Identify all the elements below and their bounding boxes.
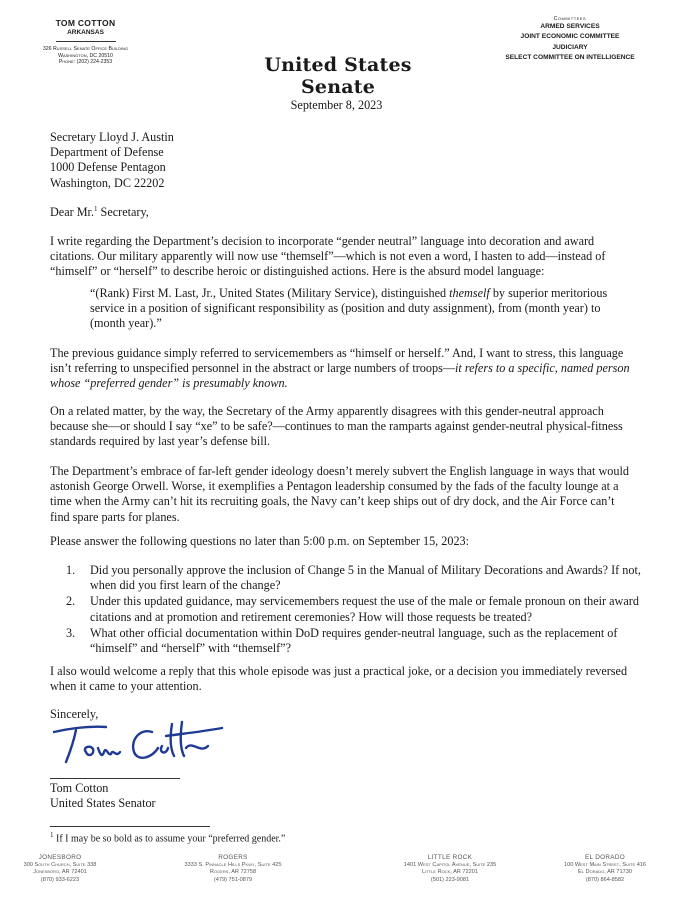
committee-item: ARMED SERVICES <box>540 23 600 30</box>
quote-text: by superior meritorious service in a position of significant responsibility as (position and duty assignment), from (month year) to (month year).” <box>90 286 608 331</box>
office-line: (479) 751-0879 <box>213 876 253 883</box>
office-little-rock <box>380 854 520 884</box>
salutation <box>50 202 630 220</box>
office-line: 100 West Main Street, Suite 416 <box>563 861 647 868</box>
salutation-text: Secretary, <box>97 205 149 220</box>
footnote-marker: 1 <box>94 205 98 213</box>
office-city: EL DORADO <box>584 854 626 861</box>
recipient-line: Secretary Lloyd J. Austin <box>50 130 174 144</box>
committees-heading: Committees <box>553 16 587 22</box>
question-number: 1. <box>66 563 76 577</box>
closing: Sincerely, <box>50 707 99 721</box>
list-item <box>66 594 646 624</box>
letterhead-senator-block <box>18 18 153 66</box>
paragraph-2 <box>50 346 630 392</box>
paragraph-1: I write regarding the Department’s decision to incorporate “gender neutral” language into decoration and award citations. Our military apparently will now use “themself”—which is not even a word, I hasten to add—instead of “himself” or “herself” to describe heroic or distinguished actions. Here is the absurd model language: <box>50 234 606 279</box>
committee-item: JOINT ECONOMIC COMMITTEE <box>520 33 620 41</box>
senator-state: ARKANSAS <box>67 29 104 36</box>
paragraph-text: The previous guidance simply referred to servicemembers as “himself or herself.” And, I want to stress, this language isn’t referring to unspecified personnel in the abstract or large numbers of troops— <box>50 346 624 376</box>
question-number: 3. <box>66 625 76 640</box>
footnote-number: 1 <box>50 831 54 839</box>
office-city: ROGERS <box>218 854 248 861</box>
recipient-line: 1000 Defense Pentagon <box>50 160 166 175</box>
model-language-quote <box>90 286 635 332</box>
question-text: Did you personally approve the inclusion of Change 5 in the Manual of Military Decorations and Awards? If not, when did you first learn of the change? <box>90 563 641 593</box>
committees-block <box>470 16 670 64</box>
office-line: 3333 S. Pinnacle Hills Pkwy, Suite 425 <box>184 861 282 868</box>
signature-rule <box>50 778 180 779</box>
quote-text: “(Rank) First M. Last, Jr., United States (Military Service), distinguished <box>90 286 450 300</box>
office-line: 300 South Church, Suite 338 <box>23 861 97 868</box>
recipient-line: Washington, DC 22202 <box>50 175 165 190</box>
question-text: Under this updated guidance, may servicemembers request the use of the male or female pronoun on their award citations and at promotion and retirement ceremonies? How will those requests be treated? <box>90 594 639 624</box>
signer-title: United States Senator <box>50 796 156 811</box>
salutation-text: Dear Mr. <box>50 205 94 220</box>
recipient-line: Department of Defense <box>50 145 164 160</box>
letter-date: September 8, 2023 <box>290 98 383 112</box>
office-el-dorado <box>540 854 670 884</box>
office-line: (501) 223-9081 <box>430 876 470 883</box>
office-city: JONESBORO <box>38 854 82 861</box>
letterhead-divider <box>56 41 116 42</box>
questions-list <box>66 563 646 657</box>
question-text: What other official documentation within DoD requires gender-neutral language, such as the replacement of “himself” and “herself” with “themself”? <box>90 625 618 656</box>
footnote-rule <box>50 826 210 827</box>
signature-image <box>50 718 230 768</box>
office-line: El Dorado, AR 71730 <box>578 869 632 876</box>
office-line: Rogers, AR 72758 <box>209 869 257 876</box>
office-phone: Phone: (202) 224-2353 <box>58 59 113 66</box>
recipient-address <box>50 130 630 191</box>
signer-block <box>50 781 156 811</box>
paragraph-5: Please answer the following questions no later than 5:00 p.m. on September 15, 2023: <box>50 534 470 548</box>
office-city: LITTLE ROCK <box>427 854 473 861</box>
paragraph-6: I also would welcome a reply that this whole episode was just a practical joke, or a decision you immediately reversed when it came to your attention. <box>50 664 628 694</box>
office-footer <box>0 854 673 900</box>
office-line: Little Rock, AR 72201 <box>422 869 478 876</box>
footnote-text: If I may be so bold as to assume your “preferred gender.” <box>53 833 286 845</box>
committee-item: JUDICIARY <box>552 43 588 51</box>
office-jonesboro <box>0 854 120 884</box>
paragraph-3: On a related matter, by the way, the Secretary of the Army apparently disagrees with this gender-neutral approach because she—or should I say “xe” to be safe?—continues to man the ramparts against gender-neutral physical-fitness standards required by last year’s defense bill. <box>50 404 623 449</box>
list-item <box>66 563 646 593</box>
office-line: 1401 West Capitol Avenue, Suite 235 <box>403 861 497 868</box>
office-address-line: 326 Russell Senate Office Building <box>42 46 129 52</box>
committee-item: SELECT COMMITTEE ON INTELLIGENCE <box>505 54 635 62</box>
quote-emphasis: themself <box>449 286 490 300</box>
senate-wordmark: United States Senate <box>264 54 412 98</box>
paragraph-4: The Department’s embrace of far-left gender ideology doesn’t merely subvert the English language in ways that would astonish George Orwell. Worse, it exemplifies a Pentagon leadership consumed by the fads of the faculty lounge at a time when the Army can’t hit its recruiting goals, the Navy can’t keep ships out of dry dock, and the Air Force can’t find spare parts for planes. <box>50 464 629 524</box>
senator-name: TOM COTTON <box>55 18 116 28</box>
paragraph-emphasis: it refers to a specific, named person whose “preferred gender” is presumably known. <box>50 361 630 391</box>
office-line: Jonesboro, AR 72401 <box>33 869 87 876</box>
office-line: (870) 933-6223 <box>40 876 80 883</box>
office-line: (870) 864-8582 <box>585 876 625 883</box>
question-number: 2. <box>66 594 76 609</box>
signer-name: Tom Cotton <box>50 781 109 795</box>
office-rogers <box>163 854 303 884</box>
office-address-line: Washington, DC 20510 <box>58 52 113 59</box>
list-item <box>66 626 646 656</box>
footnote <box>50 831 285 844</box>
